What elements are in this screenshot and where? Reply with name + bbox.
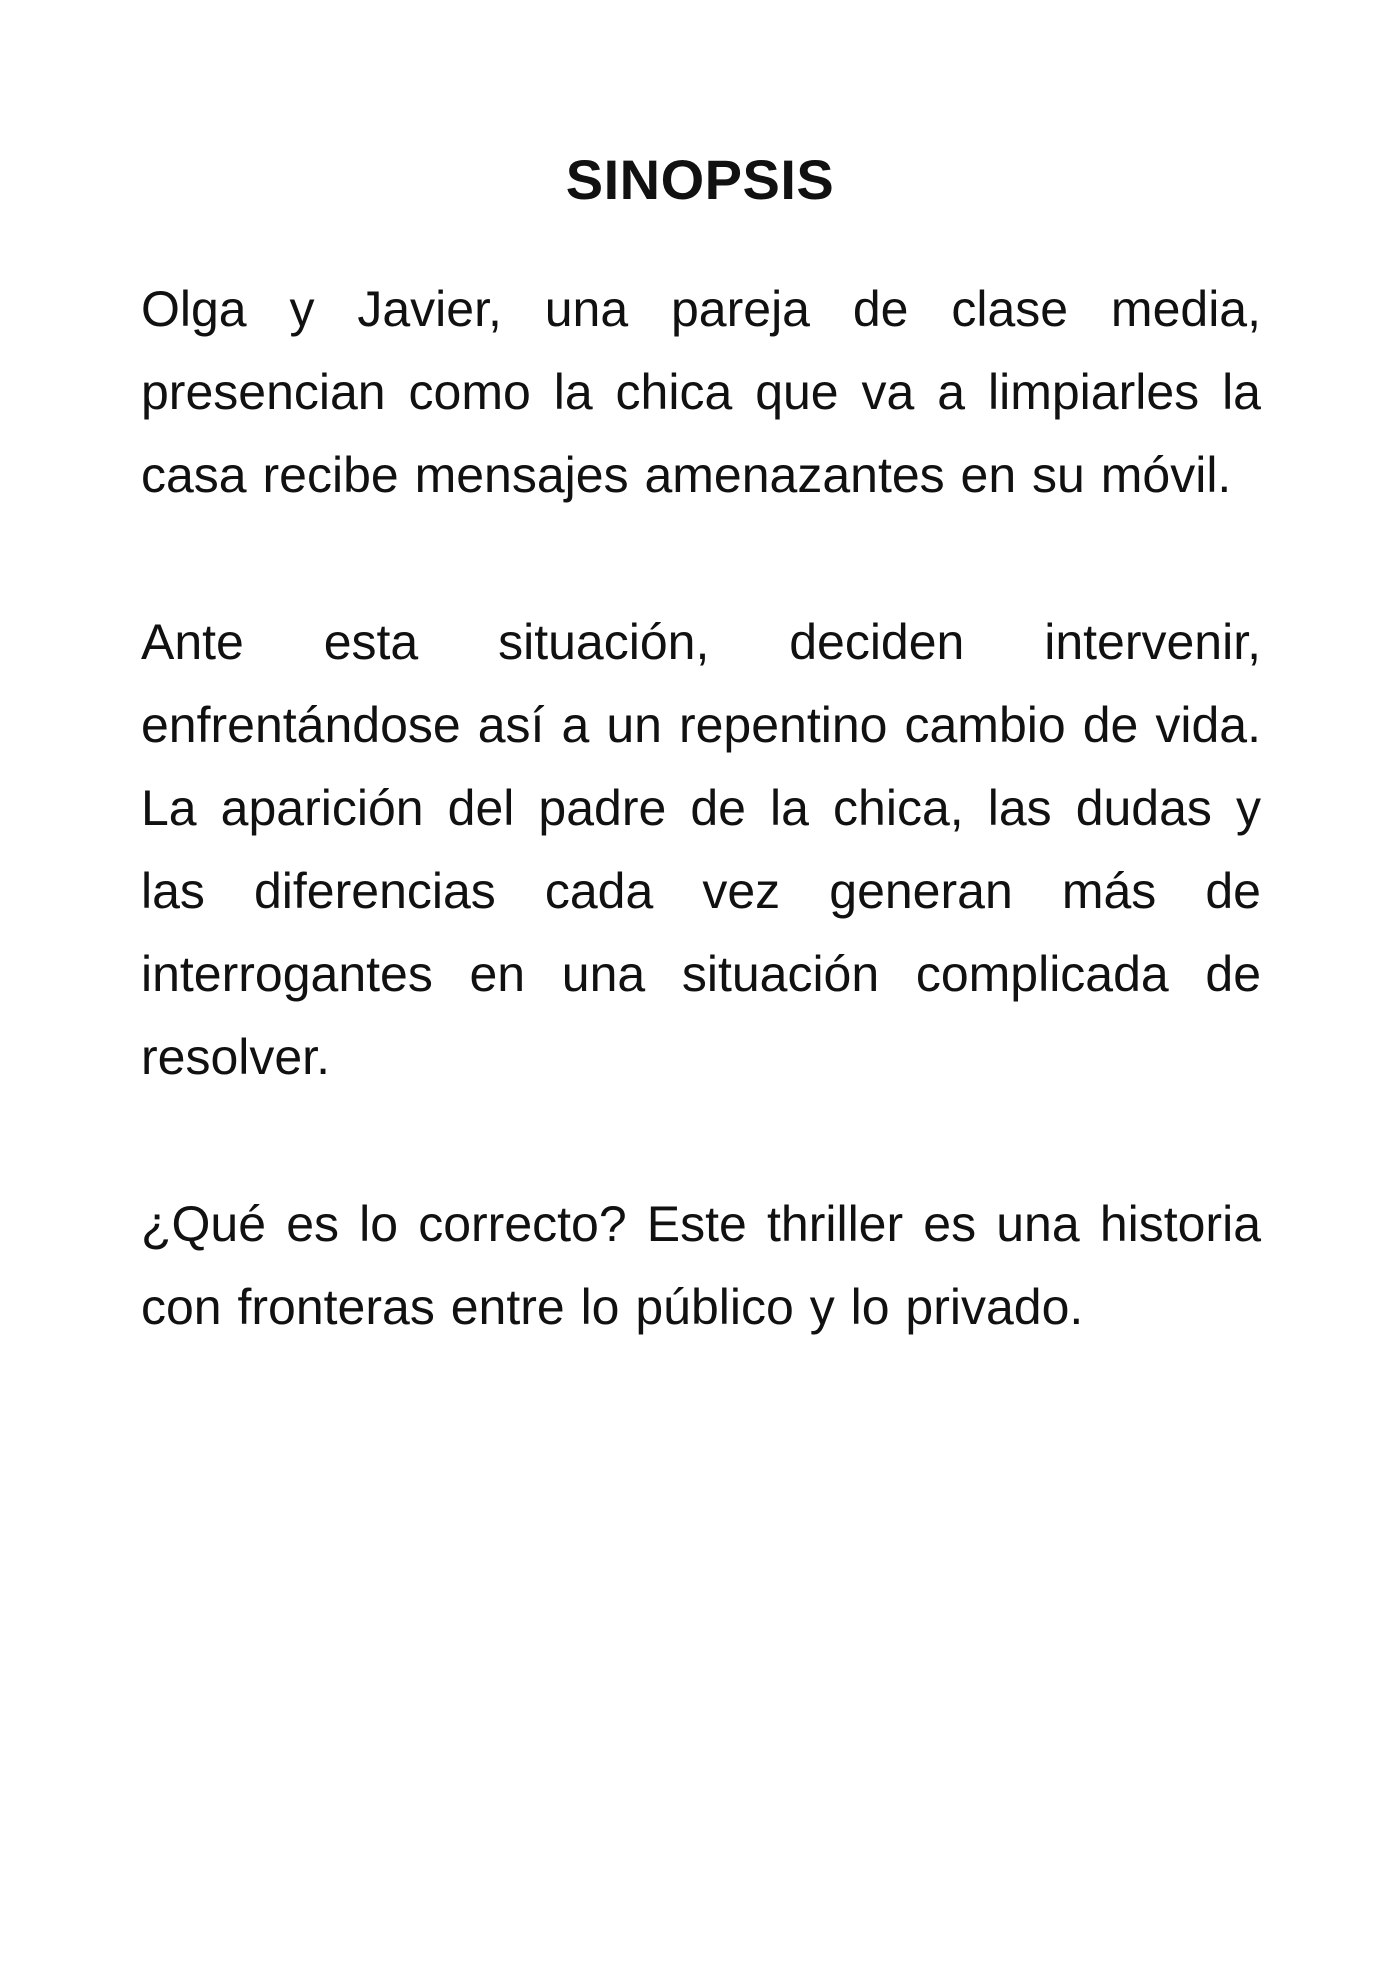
paragraph-1: Olga y Javier, una pareja de clase media, presencian como la chica que va a limpiarles la casa recibe mensajes amenazantes en su móvil. xyxy=(141,281,1261,503)
synopsis-body xyxy=(141,268,1261,1433)
page-title: SINOPSIS xyxy=(565,148,835,211)
paragraph-3: ¿Qué es lo correcto? Este thriller es una historia con fronteras entre lo público y lo privado. xyxy=(141,1196,1261,1335)
paragraph-2: Ante esta situación, deciden intervenir, enfrentándose así a un repentino cambio de vida. La aparición del padre de la chica, las dudas y las diferencias cada vez generan más de interrogantes en una situación complicada de resolver. xyxy=(141,614,1261,1085)
